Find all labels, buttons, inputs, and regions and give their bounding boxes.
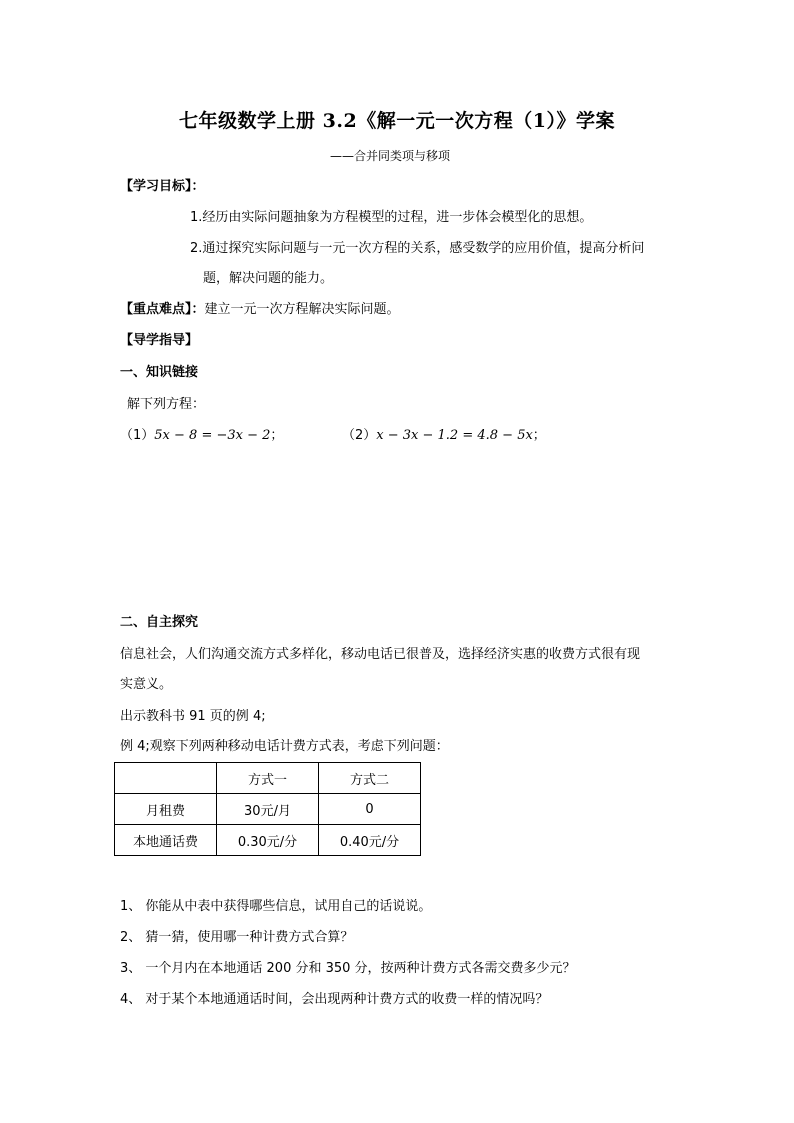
objectives-label: 【学习目标】：	[120, 179, 205, 194]
equation-2-end: ；	[532, 428, 546, 443]
key-points-text: 建立一元一次方程解决实际问题。	[204, 302, 400, 317]
question-3: 3、 一个月内在本地通话 200 分和 350 分，按两种计费方式各需交费多少元？	[120, 961, 576, 976]
section-2-paragraph-line-1: 信息社会，人们沟通交流方式多样化，移动电话已很普及，选择经济实惠的收费方式很有现	[120, 647, 641, 662]
guide-label: 【导学指导】	[120, 333, 199, 348]
table-cell: 本地通话费	[115, 825, 217, 856]
page-title: 七年级数学上册 3.2《解一元一次方程（1）》学案	[179, 110, 615, 132]
table-header-cell	[115, 763, 217, 794]
equation-2-number: （2）	[342, 428, 377, 443]
page-subtitle: ——合并同类项与移项	[330, 149, 451, 163]
question-4: 4、 对于某个本地通通话时间，会出现两种计费方式的收费一样的情况吗？	[120, 992, 549, 1007]
table-cell: 30元/月	[217, 794, 319, 825]
objective-item-2-line-1: 2.通过探究实际问题与一元一次方程的关系，感受数学的应用价值，提高分析问	[190, 241, 645, 256]
section-2-paragraph-line-2: 实意义。	[120, 677, 173, 692]
table-header-row	[115, 763, 421, 794]
table-cell: 0.40元/分	[319, 825, 421, 856]
example-intro: 例 4;观察下列两种移动电话计费方式表，考虑下列问题：	[120, 739, 449, 754]
key-points	[120, 301, 400, 319]
table-cell: 0	[319, 794, 421, 825]
table-row	[115, 825, 421, 856]
equation-1	[120, 427, 283, 445]
key-points-label: 【重点难点】：	[120, 302, 205, 317]
section-2-heading: 二、自主探究	[120, 615, 199, 630]
table-cell: 月租费	[115, 794, 217, 825]
table-header-cell: 方式一	[217, 763, 319, 794]
equation-1-end: ；	[270, 428, 284, 443]
fee-table	[114, 762, 421, 856]
table-cell: 0.30元/分	[217, 825, 319, 856]
section-1-heading: 一、知识链接	[120, 365, 199, 380]
equation-1-number: （1）	[120, 428, 155, 443]
question-2: 2、 猜一猜，使用哪一种计费方式合算？	[120, 930, 354, 945]
equation-2-expression: x − 3x − 1.2 = 4.8 − 5x	[376, 428, 533, 443]
textbook-reference: 出示教科书 91 页的例 4;	[120, 709, 266, 724]
objective-item-1: 1.经历由实际问题抽象为方程模型的过程，进一步体会模型化的思想。	[190, 210, 593, 225]
question-1: 1、 你能从中表中获得哪些信息，试用自己的话说说。	[120, 899, 432, 914]
table-row	[115, 794, 421, 825]
table-header-cell: 方式二	[319, 763, 421, 794]
equation-2	[342, 427, 546, 445]
section-1-intro: 解下列方程：	[127, 397, 206, 412]
equation-1-expression: 5x − 8 = −3x − 2	[154, 428, 271, 443]
objective-item-2-line-2: 题，解决问题的能力。	[203, 271, 334, 286]
